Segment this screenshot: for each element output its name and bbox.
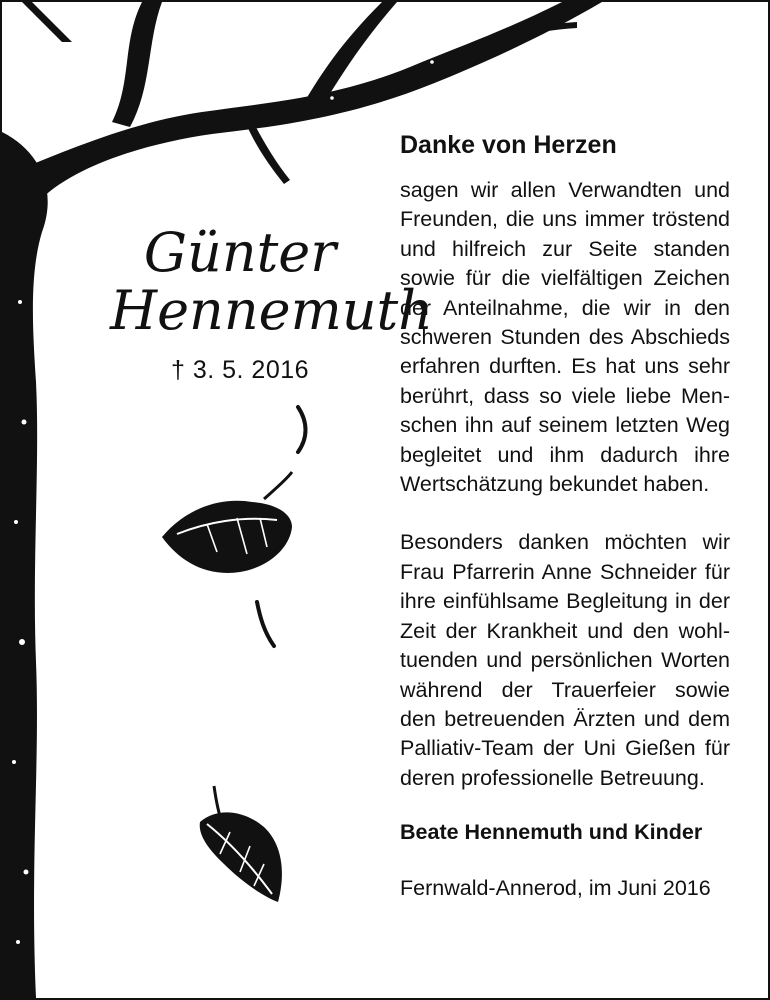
deceased-name-block bbox=[110, 221, 434, 385]
family-signature: Beate Hennemuth und Kinder bbox=[400, 820, 703, 845]
falling-leaf-edge-1 bbox=[298, 407, 306, 452]
tree-trunk bbox=[2, 132, 48, 998]
tree-twig-1 bbox=[246, 120, 290, 184]
tree-branch-upper bbox=[112, 2, 162, 127]
deceased-last-name: Hennemuth bbox=[110, 279, 434, 342]
thank-you-text bbox=[400, 128, 730, 925]
falling-leaf-edge-2 bbox=[257, 602, 274, 646]
death-date: † 3. 5. 2016 bbox=[170, 356, 310, 384]
tree-twig-2 bbox=[22, 2, 72, 42]
thanks-paragraph-2: Besonders danken möchten wir Frau Pfarrerin Anne Schneider für ihre einfühlsame Begleitung in der Zeit der Krankheit und den wohltuenden und persönlichen Worten während der Trauerfeier sowie den betreuenden Ärzten und dem Palliativ-Team der Uni Gießen für deren professionelle Betreuung. bbox=[400, 530, 730, 790]
falling-leaf-icon-2 bbox=[200, 786, 282, 902]
place-and-date: Fernwald-Annerod, im Juni 2016 bbox=[400, 876, 711, 901]
thanks-paragraph-1: sagen wir allen Verwandten und Freunden, die uns immer tröstend und hilfreich zur Seite standen sowie für die vielfältigen Zeichen der Anteilnahme, die wir in den schweren Stunden des Abschieds erfahren durften. Es hat uns sehr berührt, dass so viele liebe Menschen ihn auf seinem letzten Weg begleitet und ihm dadurch ihre Wertschätzung bekundet haben. bbox=[400, 178, 730, 497]
falling-leaf-icon-1 bbox=[162, 472, 292, 573]
notice-heading: Danke von Herzen bbox=[400, 131, 617, 159]
deceased-first-name: Günter bbox=[143, 221, 337, 284]
